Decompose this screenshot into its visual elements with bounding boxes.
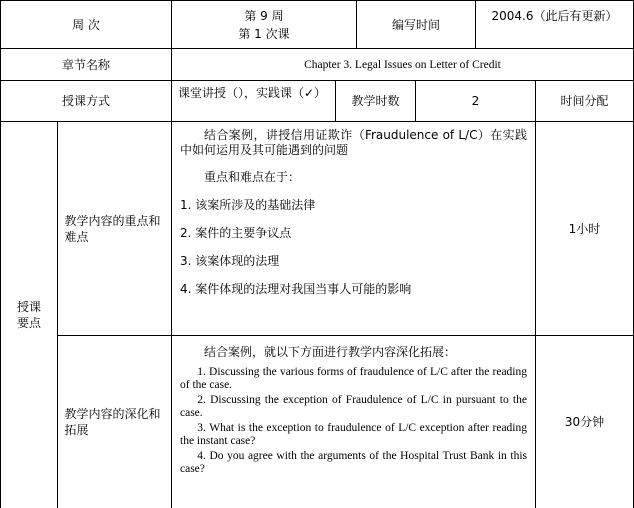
focus-time: 1小时 [568, 221, 601, 236]
focus-item: 2. 案件的主要争议点 [180, 226, 292, 240]
time-alloc-label-cell [535, 80, 634, 122]
chapter-label: 章节名称 [61, 57, 110, 72]
hours-value-cell [415, 80, 536, 122]
write-time-value-cell [475, 0, 634, 49]
extension-item: 2. Discussing the exception of Fraudulence of L/C in pursuant to the case. [180, 394, 527, 419]
focus-item: 3. 该案体现的法理 [180, 254, 280, 268]
key-points-label-cell [0, 121, 58, 508]
focus-label: 教学内容的重点和难点 [64, 213, 161, 244]
chapter-label-cell [0, 48, 172, 81]
focus-intro: 结合案例，讲授信用证欺诈（Fraudulence of L/C）在实践中如何运用及其可能遇到的问题 [180, 128, 527, 157]
focus-label-cell [57, 121, 172, 336]
chapter-value: Chapter 3. Legal Issues on Letter of Credit [304, 58, 501, 71]
focus-subhead: 重点和难点在于： [204, 170, 301, 184]
focus-time-cell [535, 121, 634, 336]
extension-item: 3. What is the exception to fraudulence of L/C exception after reading the instant case? [180, 422, 527, 447]
chapter-value-cell [171, 48, 634, 81]
extension-item: 1. Discussing the various forms of fraudulence of L/C after the reading of the case. [180, 366, 527, 391]
hours-value: 2 [471, 94, 480, 108]
write-time-label-cell [356, 0, 476, 49]
week-label: 周 次 [72, 17, 100, 32]
extension-item: 4. Do you agree with the arguments of the Hospital Trust Bank in this case? [180, 450, 527, 475]
method-value-cell [171, 80, 336, 122]
focus-item: 4. 案件体现的法理对我国当事人可能的影响 [180, 282, 412, 296]
method-value: 课堂讲授（），实践课（✓） [178, 86, 327, 100]
focus-item: 1. 该案所涉及的基础法律 [180, 198, 316, 212]
focus-content-cell [171, 121, 536, 336]
method-label: 授课方式 [61, 94, 110, 108]
hours-label-cell [335, 80, 416, 122]
write-time-label: 编写时间 [391, 17, 440, 32]
session-value: 第 1 次课 [238, 27, 290, 41]
extension-label-cell [57, 335, 172, 508]
extension-time-cell [535, 335, 634, 508]
extension-intro: 结合案例，就以下方面进行教学内容深化拓展： [204, 345, 457, 359]
key-points-label: 授课要点 [16, 300, 41, 330]
method-label-cell [0, 80, 172, 122]
extension-label: 教学内容的深化和拓展 [64, 407, 161, 437]
week-session-cell [171, 0, 357, 49]
week-label-cell [0, 0, 172, 49]
time-alloc-label: 时间分配 [560, 94, 609, 108]
extension-time: 30分钟 [564, 415, 605, 429]
hours-label: 教学时数 [351, 94, 400, 108]
write-time-value: 2004.6（此后有更新） [491, 9, 618, 23]
extension-content-cell [171, 335, 536, 508]
week-value: 第 9 周 [244, 9, 284, 23]
